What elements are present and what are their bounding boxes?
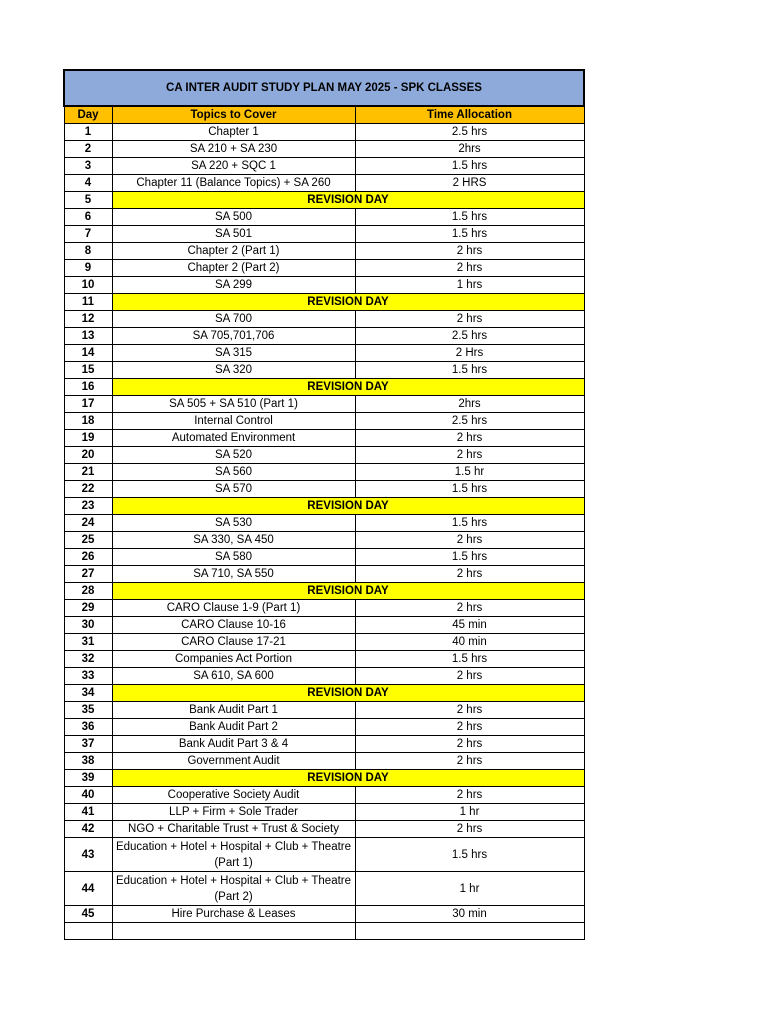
table-row xyxy=(64,209,584,226)
header-row xyxy=(64,106,584,124)
topic-cell: CARO Clause 10-16 xyxy=(112,617,355,634)
revision-day-label: REVISION DAY xyxy=(112,685,584,702)
table-row xyxy=(64,328,584,345)
day-number: 15 xyxy=(64,362,112,379)
day-number: 6 xyxy=(64,209,112,226)
topic-cell: Hire Purchase & Leases xyxy=(112,906,355,923)
time-cell: 2 hrs xyxy=(355,719,584,736)
title-row xyxy=(64,70,584,106)
topic-cell: SA 560 xyxy=(112,464,355,481)
table-row xyxy=(64,141,584,158)
topic-cell: SA 320 xyxy=(112,362,355,379)
revision-row xyxy=(64,770,584,787)
time-cell: 2 hrs xyxy=(355,600,584,617)
day-number: 3 xyxy=(64,158,112,175)
revision-row xyxy=(64,498,584,515)
topic-cell: SA 520 xyxy=(112,447,355,464)
table-row xyxy=(64,124,584,141)
time-cell: 2 hrs xyxy=(355,821,584,838)
table-row xyxy=(64,787,584,804)
day-number: 26 xyxy=(64,549,112,566)
topic-cell: Internal Control xyxy=(112,413,355,430)
day-number: 34 xyxy=(64,685,112,702)
time-cell: 1.5 hr xyxy=(355,464,584,481)
day-number: 28 xyxy=(64,583,112,600)
table-row xyxy=(64,753,584,770)
time-cell: 2 hrs xyxy=(355,702,584,719)
day-number: 35 xyxy=(64,702,112,719)
day-number: 41 xyxy=(64,804,112,821)
time-cell: 1.5 hrs xyxy=(355,481,584,498)
topic-cell: SA 530 xyxy=(112,515,355,532)
day-number: 20 xyxy=(64,447,112,464)
topic-cell: Bank Audit Part 2 xyxy=(112,719,355,736)
topic-cell: SA 505 + SA 510 (Part 1) xyxy=(112,396,355,413)
table-row xyxy=(64,804,584,821)
time-cell: 1 hrs xyxy=(355,277,584,294)
time-cell: 2 hrs xyxy=(355,753,584,770)
topic-cell: Companies Act Portion xyxy=(112,651,355,668)
table-row xyxy=(64,532,584,549)
day-number: 8 xyxy=(64,243,112,260)
topic-cell: SA 220 + SQC 1 xyxy=(112,158,355,175)
table-row xyxy=(64,617,584,634)
revision-row xyxy=(64,379,584,396)
table-row xyxy=(64,838,584,872)
table-row xyxy=(64,719,584,736)
day-number: 11 xyxy=(64,294,112,311)
day-number: 9 xyxy=(64,260,112,277)
table-row xyxy=(64,702,584,719)
table-row xyxy=(64,600,584,617)
revision-day-label: REVISION DAY xyxy=(112,379,584,396)
day-number: 37 xyxy=(64,736,112,753)
day-number: 4 xyxy=(64,175,112,192)
day-number: 27 xyxy=(64,566,112,583)
revision-row xyxy=(64,192,584,209)
topic-cell: Cooperative Society Audit xyxy=(112,787,355,804)
study-plan-sheet xyxy=(63,69,583,940)
time-cell: 2hrs xyxy=(355,141,584,158)
topic-cell: SA 315 xyxy=(112,345,355,362)
table-row xyxy=(64,668,584,685)
table-row xyxy=(64,396,584,413)
day-number: 17 xyxy=(64,396,112,413)
time-cell: 2 hrs xyxy=(355,668,584,685)
time-cell: 1.5 hrs xyxy=(355,515,584,532)
day-number: 32 xyxy=(64,651,112,668)
day-number: 18 xyxy=(64,413,112,430)
time-cell: 2 hrs xyxy=(355,430,584,447)
topic-cell: Government Audit xyxy=(112,753,355,770)
time-cell: 2 hrs xyxy=(355,243,584,260)
topic-cell: Automated Environment xyxy=(112,430,355,447)
table-row xyxy=(64,430,584,447)
topic-cell: Chapter 1 xyxy=(112,124,355,141)
day-number: 13 xyxy=(64,328,112,345)
revision-day-label: REVISION DAY xyxy=(112,770,584,787)
topic-cell: LLP + Firm + Sole Trader xyxy=(112,804,355,821)
empty-cell xyxy=(355,923,584,940)
table-row xyxy=(64,158,584,175)
table-row xyxy=(64,243,584,260)
time-cell: 2 hrs xyxy=(355,787,584,804)
topic-cell: Bank Audit Part 3 & 4 xyxy=(112,736,355,753)
day-number: 39 xyxy=(64,770,112,787)
day-number: 1 xyxy=(64,124,112,141)
table-row xyxy=(64,413,584,430)
topic-cell: NGO + Charitable Trust + Trust & Society xyxy=(112,821,355,838)
topic-cell: SA 570 xyxy=(112,481,355,498)
header-day: Day xyxy=(64,106,112,124)
table-row xyxy=(64,175,584,192)
revision-row xyxy=(64,685,584,702)
day-number: 16 xyxy=(64,379,112,396)
empty-row xyxy=(64,923,584,940)
day-number: 29 xyxy=(64,600,112,617)
table-row xyxy=(64,872,584,906)
revision-day-label: REVISION DAY xyxy=(112,294,584,311)
time-cell: 2 hrs xyxy=(355,260,584,277)
topic-cell: Education + Hotel + Hospital + Club + Theatre (Part 1) xyxy=(112,838,355,872)
day-number: 31 xyxy=(64,634,112,651)
table-row xyxy=(64,821,584,838)
table-row xyxy=(64,651,584,668)
topic-cell: SA 710, SA 550 xyxy=(112,566,355,583)
topic-cell: SA 610, SA 600 xyxy=(112,668,355,685)
table-row xyxy=(64,464,584,481)
time-cell: 1 hr xyxy=(355,872,584,906)
time-cell: 2hrs xyxy=(355,396,584,413)
topic-cell: Chapter 2 (Part 2) xyxy=(112,260,355,277)
day-number: 5 xyxy=(64,192,112,209)
topic-cell: Education + Hotel + Hospital + Club + Theatre (Part 2) xyxy=(112,872,355,906)
header-topics: Topics to Cover xyxy=(112,106,355,124)
sheet-title: CA INTER AUDIT STUDY PLAN MAY 2025 - SPK CLASSES xyxy=(64,70,584,106)
revision-day-label: REVISION DAY xyxy=(112,583,584,600)
table-row xyxy=(64,260,584,277)
table-row xyxy=(64,906,584,923)
revision-row xyxy=(64,294,584,311)
table-row xyxy=(64,481,584,498)
time-cell: 40 min xyxy=(355,634,584,651)
table-row xyxy=(64,277,584,294)
day-number: 19 xyxy=(64,430,112,447)
revision-day-label: REVISION DAY xyxy=(112,498,584,515)
topic-cell: SA 501 xyxy=(112,226,355,243)
table-row xyxy=(64,634,584,651)
time-cell: 1.5 hrs xyxy=(355,838,584,872)
time-cell: 1.5 hrs xyxy=(355,209,584,226)
time-cell: 2 Hrs xyxy=(355,345,584,362)
topic-cell: CARO Clause 17-21 xyxy=(112,634,355,651)
day-number: 14 xyxy=(64,345,112,362)
day-number: 25 xyxy=(64,532,112,549)
study-plan-table xyxy=(63,69,585,940)
empty-cell xyxy=(112,923,355,940)
day-number: 7 xyxy=(64,226,112,243)
time-cell: 2 hrs xyxy=(355,311,584,328)
day-number: 36 xyxy=(64,719,112,736)
table-row xyxy=(64,736,584,753)
time-cell: 2 hrs xyxy=(355,447,584,464)
topic-cell: Chapter 2 (Part 1) xyxy=(112,243,355,260)
time-cell: 1.5 hrs xyxy=(355,362,584,379)
table-row xyxy=(64,566,584,583)
topic-cell: SA 210 + SA 230 xyxy=(112,141,355,158)
topic-cell: Bank Audit Part 1 xyxy=(112,702,355,719)
table-row xyxy=(64,549,584,566)
table-row xyxy=(64,226,584,243)
table-row xyxy=(64,447,584,464)
table-row xyxy=(64,345,584,362)
table-row xyxy=(64,362,584,379)
day-number: 22 xyxy=(64,481,112,498)
time-cell: 1 hr xyxy=(355,804,584,821)
time-cell: 2.5 hrs xyxy=(355,413,584,430)
day-number: 33 xyxy=(64,668,112,685)
time-cell: 1.5 hrs xyxy=(355,158,584,175)
revision-day-label: REVISION DAY xyxy=(112,192,584,209)
day-number: 30 xyxy=(64,617,112,634)
header-time: Time Allocation xyxy=(355,106,584,124)
time-cell: 2 HRS xyxy=(355,175,584,192)
day-number: 44 xyxy=(64,872,112,906)
time-cell: 2 hrs xyxy=(355,566,584,583)
topic-cell: CARO Clause 1-9 (Part 1) xyxy=(112,600,355,617)
day-number: 21 xyxy=(64,464,112,481)
day-number: 43 xyxy=(64,838,112,872)
topic-cell: SA 330, SA 450 xyxy=(112,532,355,549)
topic-cell: SA 500 xyxy=(112,209,355,226)
day-number: 23 xyxy=(64,498,112,515)
day-number: 24 xyxy=(64,515,112,532)
day-number: 10 xyxy=(64,277,112,294)
time-cell: 2.5 hrs xyxy=(355,124,584,141)
time-cell: 2.5 hrs xyxy=(355,328,584,345)
topic-cell: Chapter 11 (Balance Topics) + SA 260 xyxy=(112,175,355,192)
table-row xyxy=(64,311,584,328)
topic-cell: SA 580 xyxy=(112,549,355,566)
day-number: 2 xyxy=(64,141,112,158)
time-cell: 1.5 hrs xyxy=(355,651,584,668)
time-cell: 30 min xyxy=(355,906,584,923)
empty-cell xyxy=(64,923,112,940)
table-row xyxy=(64,515,584,532)
day-number: 12 xyxy=(64,311,112,328)
day-number: 38 xyxy=(64,753,112,770)
time-cell: 45 min xyxy=(355,617,584,634)
time-cell: 2 hrs xyxy=(355,532,584,549)
time-cell: 1.5 hrs xyxy=(355,549,584,566)
topic-cell: SA 299 xyxy=(112,277,355,294)
topic-cell: SA 705,701,706 xyxy=(112,328,355,345)
topic-cell: SA 700 xyxy=(112,311,355,328)
revision-row xyxy=(64,583,584,600)
day-number: 40 xyxy=(64,787,112,804)
day-number: 42 xyxy=(64,821,112,838)
time-cell: 1.5 hrs xyxy=(355,226,584,243)
time-cell: 2 hrs xyxy=(355,736,584,753)
day-number: 45 xyxy=(64,906,112,923)
